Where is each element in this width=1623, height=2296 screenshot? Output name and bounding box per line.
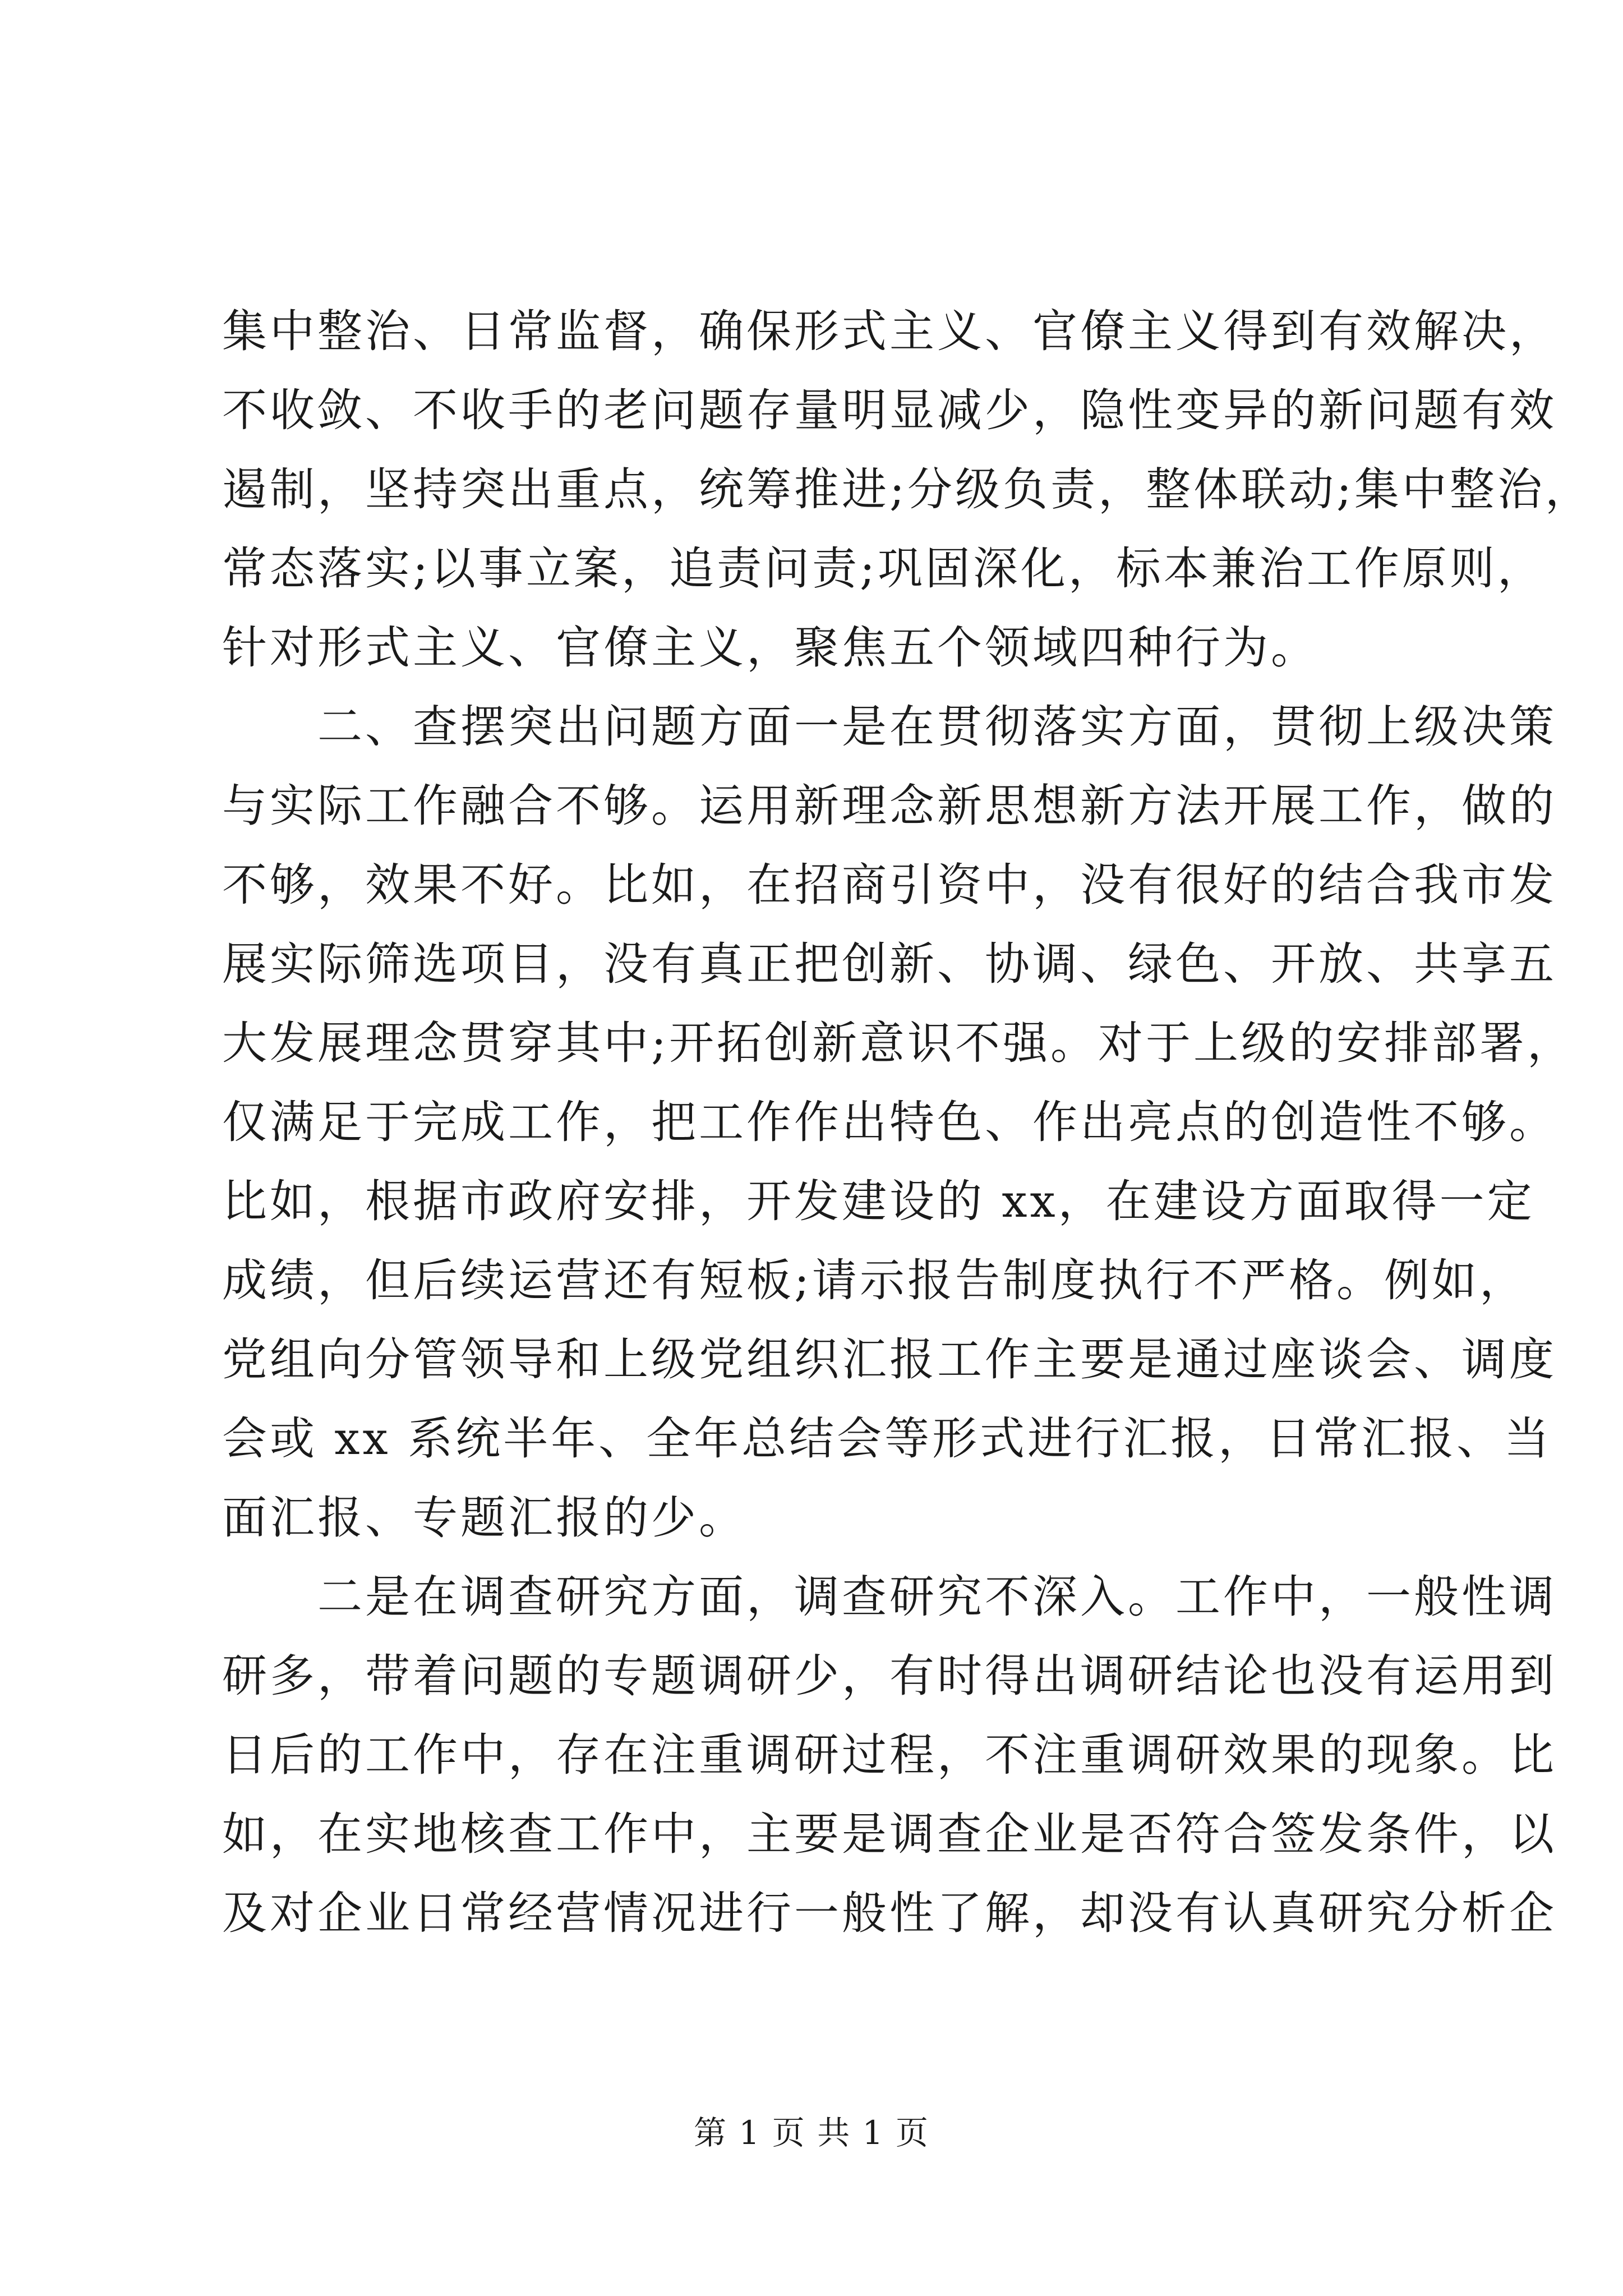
text-line: 日后的工作中，存在注重调研过程，不注重调研效果的现象。比 [222, 1729, 1557, 1781]
text-line: 展实际筛选项目，没有真正把创新、协调、绿色、开放、共享五 [222, 938, 1557, 990]
text-line: 党组向分管领导和上级党组织汇报工作主要是通过座谈会、调度 [222, 1333, 1557, 1386]
text-line: 成绩，但后续运营还有短板;请示报告制度执行不严格。例如， [222, 1254, 1527, 1306]
paragraph-2 [222, 687, 1575, 1557]
text-line: 比如，根据市政府安排，开发建设的 xx，在建设方面取得一定 [222, 1175, 1535, 1227]
text-line: 仅满足于完成工作，把工作作出特色、作出亮点的创造性不够。 [222, 1096, 1557, 1148]
text-line: 如，在实地核查工作中，主要是调查企业是否符合签发条件，以 [222, 1808, 1557, 1860]
page-number-label: 第 1 页 共 1 页 [694, 2114, 929, 2152]
text-line: 二是在调查研究方面，调查研究不深入。工作中，一般性调 [222, 1571, 1557, 1623]
text-line: 不够，效果不好。比如，在招商引资中，没有很好的结合我市发 [222, 859, 1557, 911]
text-line: 研多，带着问题的专题调研少，有时得出调研结论也没有运用到 [222, 1650, 1557, 1702]
text-line: 针对形式主义、官僚主义，聚焦五个领域四种行为。 [222, 622, 1318, 674]
text-line: 不收敛、不收手的老问题存量明显减少，隐性变异的新问题有效 [222, 384, 1557, 436]
text-line: 及对企业日常经营情况进行一般性了解，却没有认真研究分析企 [222, 1887, 1557, 1939]
text-line: 会或 xx 系统半年、全年总结会等形式进行汇报，日常汇报、当 [222, 1412, 1552, 1465]
document-body [222, 292, 1593, 1953]
text-line: 二、查摆突出问题方面一是在贯彻落实方面，贯彻上级决策 [222, 701, 1557, 753]
text-line: 与实际工作融合不够。运用新理念新思想新方法开展工作，做的 [222, 780, 1557, 832]
paragraph-3 [222, 1557, 1557, 1953]
text-line: 遏制，坚持突出重点，统筹推进;分级负责，整体联动;集中整治， [222, 463, 1593, 516]
paragraph-1 [222, 292, 1593, 687]
text-line: 常态落实;以事立案，追责问责;巩固深化，标本兼治工作原则， [222, 542, 1545, 595]
text-line: 大发展理念贯穿其中;开拓创新意识不强。对于上级的安排部署， [222, 1017, 1575, 1069]
text-line: 集中整治、日常监督，确保形式主义、官僚主义得到有效解决， [222, 305, 1557, 357]
page-footer [0, 2106, 1623, 2154]
text-line: 面汇报、专题汇报的少。 [222, 1492, 746, 1544]
